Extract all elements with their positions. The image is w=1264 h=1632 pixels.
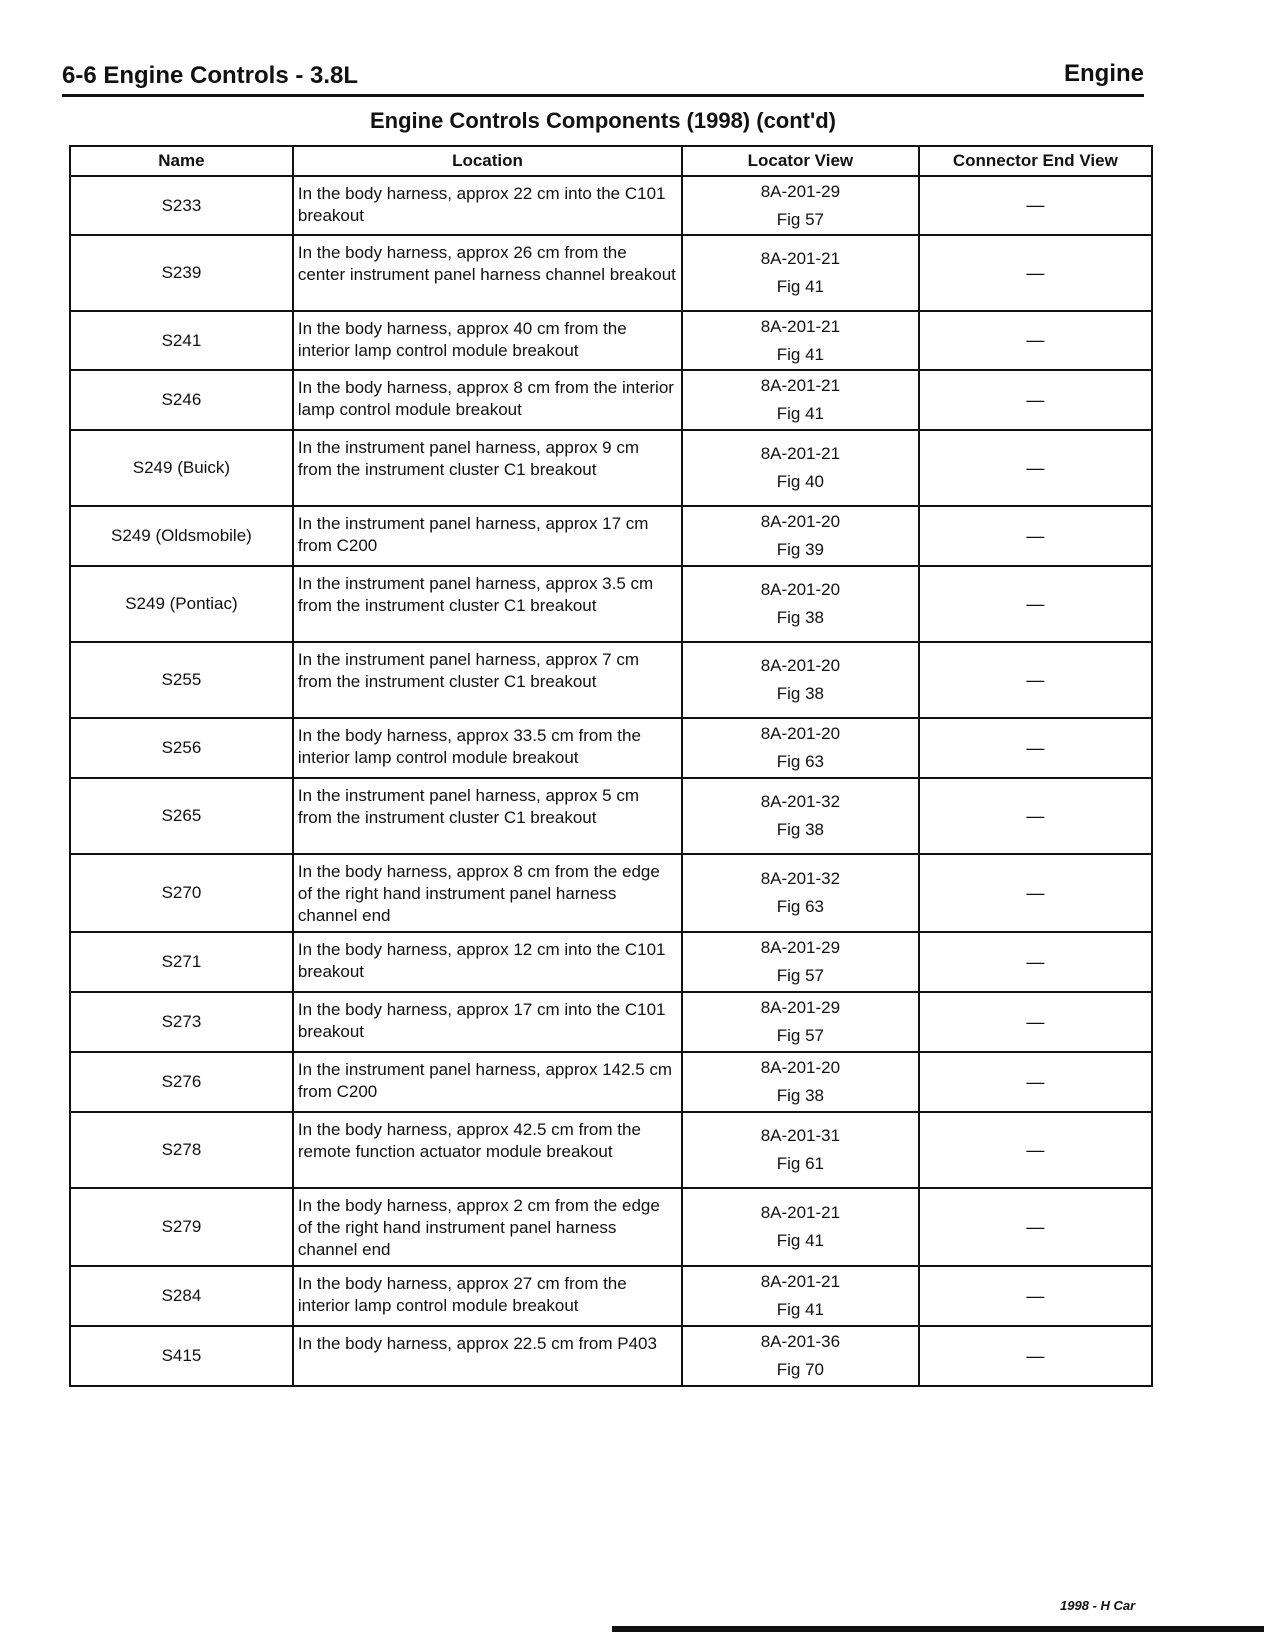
- cell-connector: —: [919, 1052, 1152, 1112]
- cell-locator-view: [682, 718, 918, 778]
- cell-name: S256: [70, 718, 293, 778]
- cell-name: S255: [70, 642, 293, 718]
- locator-code: 8A-201-21: [760, 1203, 841, 1222]
- table-row: [70, 506, 1152, 566]
- cell-locator-view: [682, 778, 918, 854]
- locator-code: 8A-201-32: [760, 869, 841, 888]
- cell-connector: —: [919, 1326, 1152, 1386]
- cell-connector: —: [919, 778, 1152, 854]
- column-header-location: Location: [293, 146, 682, 176]
- cell-locator-view: [682, 1326, 918, 1386]
- cell-locator-view: [682, 506, 918, 566]
- cell-location: In the body harness, approx 22.5 cm from P403: [293, 1326, 682, 1386]
- cell-location: In the body harness, approx 42.5 cm from the remote function actuator module breakout: [293, 1112, 682, 1188]
- locator-code: 8A-201-29: [760, 998, 841, 1017]
- figure-ref: Fig 63: [776, 752, 824, 771]
- table-row: [70, 932, 1152, 992]
- cell-name: S278: [70, 1112, 293, 1188]
- table-row: [70, 176, 1152, 235]
- cell-name: S284: [70, 1266, 293, 1326]
- cell-name: S241: [70, 311, 293, 370]
- cell-connector: —: [919, 854, 1152, 932]
- locator-code: 8A-201-32: [760, 792, 841, 811]
- locator-code: 8A-201-29: [760, 938, 841, 957]
- cell-location: In the instrument panel harness, approx 9 cm from the instrument cluster C1 breakout: [293, 430, 682, 506]
- table-row: [70, 992, 1152, 1052]
- cell-name: S271: [70, 932, 293, 992]
- column-header-locator-view: Locator View: [682, 146, 918, 176]
- cell-name: S279: [70, 1188, 293, 1266]
- table-row: [70, 1266, 1152, 1326]
- cell-locator-view: [682, 176, 918, 235]
- table-row: [70, 1326, 1152, 1386]
- cell-location: In the instrument panel harness, approx 17 cm from C200: [293, 506, 682, 566]
- cell-name: S249 (Buick): [70, 430, 293, 506]
- cell-connector: —: [919, 311, 1152, 370]
- table-row: [70, 778, 1152, 854]
- locator-code: 8A-201-36: [760, 1332, 841, 1351]
- cell-connector: —: [919, 235, 1152, 311]
- column-header-name: Name: [70, 146, 293, 176]
- cell-locator-view: [682, 932, 918, 992]
- cell-connector: —: [919, 642, 1152, 718]
- figure-ref: Fig 38: [776, 684, 824, 703]
- table-row: [70, 430, 1152, 506]
- cell-name: S273: [70, 992, 293, 1052]
- cell-connector: —: [919, 1112, 1152, 1188]
- cell-location: In the instrument panel harness, approx 5 cm from the instrument cluster C1 breakout: [293, 778, 682, 854]
- cell-connector: —: [919, 370, 1152, 430]
- cell-connector: —: [919, 566, 1152, 642]
- figure-ref: Fig 38: [776, 820, 824, 839]
- locator-code: 8A-201-21: [760, 249, 841, 268]
- cell-name: S276: [70, 1052, 293, 1112]
- table-row: [70, 566, 1152, 642]
- cell-locator-view: [682, 1112, 918, 1188]
- locator-code: 8A-201-20: [760, 580, 841, 599]
- cell-locator-view: [682, 430, 918, 506]
- figure-ref: Fig 41: [776, 277, 824, 296]
- cell-connector: —: [919, 932, 1152, 992]
- table-header-row: [70, 146, 1152, 176]
- components-table: [69, 145, 1153, 1387]
- cell-locator-view: [682, 566, 918, 642]
- page-chapter-title: Engine: [1063, 60, 1144, 87]
- figure-ref: Fig 38: [776, 608, 824, 627]
- table-row: [70, 854, 1152, 932]
- locator-code: 8A-201-20: [760, 1058, 841, 1077]
- cell-name: S249 (Oldsmobile): [70, 506, 293, 566]
- locator-code: 8A-201-21: [760, 316, 841, 336]
- cell-locator-view: [682, 642, 918, 718]
- cell-locator-view: [682, 1266, 918, 1326]
- figure-ref: Fig 41: [776, 1300, 824, 1319]
- locator-code: 8A-201-20: [760, 656, 841, 675]
- table-row: [70, 1188, 1152, 1266]
- table-row: [70, 311, 1152, 370]
- page-header: [62, 58, 1144, 97]
- cell-connector: —: [919, 1188, 1152, 1266]
- figure-ref: Fig 57: [776, 966, 824, 985]
- cell-location: In the body harness, approx 40 cm from the interior lamp control module breakout: [293, 311, 682, 370]
- cell-location: In the body harness, approx 27 cm from the interior lamp control module breakout: [293, 1266, 682, 1326]
- figure-ref: Fig 41: [776, 404, 824, 423]
- cell-connector: —: [919, 992, 1152, 1052]
- figure-ref: Fig 70: [776, 1360, 824, 1379]
- cell-locator-view: [682, 1188, 918, 1266]
- cell-location: In the body harness, approx 2 cm from the edge of the right hand instrument panel harness channel end: [293, 1188, 682, 1266]
- figure-ref: Fig 57: [776, 1026, 824, 1045]
- cell-locator-view: [682, 1052, 918, 1112]
- cell-connector: —: [919, 1266, 1152, 1326]
- locator-code: 8A-201-21: [760, 376, 841, 395]
- figure-ref: Fig 38: [776, 1086, 824, 1105]
- cell-name: S270: [70, 854, 293, 932]
- cell-location: In the body harness, approx 22 cm into the C101 breakout: [293, 176, 682, 235]
- cell-locator-view: [682, 992, 918, 1052]
- page-section-title: 6-6 Engine Controls - 3.8L: [62, 62, 359, 89]
- cell-name: S239: [70, 235, 293, 311]
- figure-ref: Fig 41: [776, 344, 824, 364]
- cell-name: S233: [70, 176, 293, 235]
- page-footer: 1998 - H Car: [1060, 1598, 1136, 1613]
- cell-connector: —: [919, 718, 1152, 778]
- locator-code: 8A-201-20: [760, 512, 841, 531]
- cell-locator-view: [682, 370, 918, 430]
- cell-connector: —: [919, 430, 1152, 506]
- cell-name: S249 (Pontiac): [70, 566, 293, 642]
- locator-code: 8A-201-21: [760, 1272, 841, 1291]
- cell-name: S415: [70, 1326, 293, 1386]
- figure-ref: Fig 40: [776, 472, 824, 491]
- table-row: [70, 1052, 1152, 1112]
- cell-connector: —: [919, 176, 1152, 235]
- figure-ref: Fig 63: [776, 897, 824, 916]
- cell-location: In the body harness, approx 8 cm from the interior lamp control module breakout: [293, 370, 682, 430]
- figure-ref: Fig 61: [776, 1154, 824, 1173]
- table-row: [70, 1112, 1152, 1188]
- cell-location: In the instrument panel harness, approx 3.5 cm from the instrument cluster C1 breakout: [293, 566, 682, 642]
- table-row: [70, 370, 1152, 430]
- table-row: [70, 235, 1152, 311]
- cell-locator-view: [682, 854, 918, 932]
- table-row: [70, 718, 1152, 778]
- cell-connector: —: [919, 506, 1152, 566]
- locator-code: 8A-201-21: [760, 444, 841, 463]
- cell-locator-view: [682, 235, 918, 311]
- column-header-connector-end-view: Connector End View: [919, 146, 1152, 176]
- cell-location: In the body harness, approx 17 cm into the C101 breakout: [293, 992, 682, 1052]
- cell-location: In the body harness, approx 8 cm from the edge of the right hand instrument panel harness channel end: [293, 854, 682, 932]
- locator-code: 8A-201-31: [760, 1126, 841, 1145]
- cell-name: S246: [70, 370, 293, 430]
- footer-rule: [612, 1626, 1264, 1632]
- cell-locator-view: [682, 311, 918, 370]
- locator-code: 8A-201-20: [760, 724, 841, 743]
- cell-location: In the body harness, approx 26 cm from the center instrument panel harness channel breakout: [293, 235, 682, 311]
- figure-ref: Fig 39: [776, 540, 824, 559]
- cell-location: In the instrument panel harness, approx 7 cm from the instrument cluster C1 breakout: [293, 642, 682, 718]
- figure-ref: Fig 57: [776, 209, 824, 229]
- figure-ref: Fig 41: [776, 1231, 824, 1250]
- locator-code: 8A-201-29: [760, 181, 841, 201]
- cell-location: In the body harness, approx 12 cm into the C101 breakout: [293, 932, 682, 992]
- cell-location: In the instrument panel harness, approx 142.5 cm from C200: [293, 1052, 682, 1112]
- table-title: Engine Controls Components (1998) (cont'd): [369, 108, 837, 133]
- cell-name: S265: [70, 778, 293, 854]
- cell-location: In the body harness, approx 33.5 cm from the interior lamp control module breakout: [293, 718, 682, 778]
- table-row: [70, 642, 1152, 718]
